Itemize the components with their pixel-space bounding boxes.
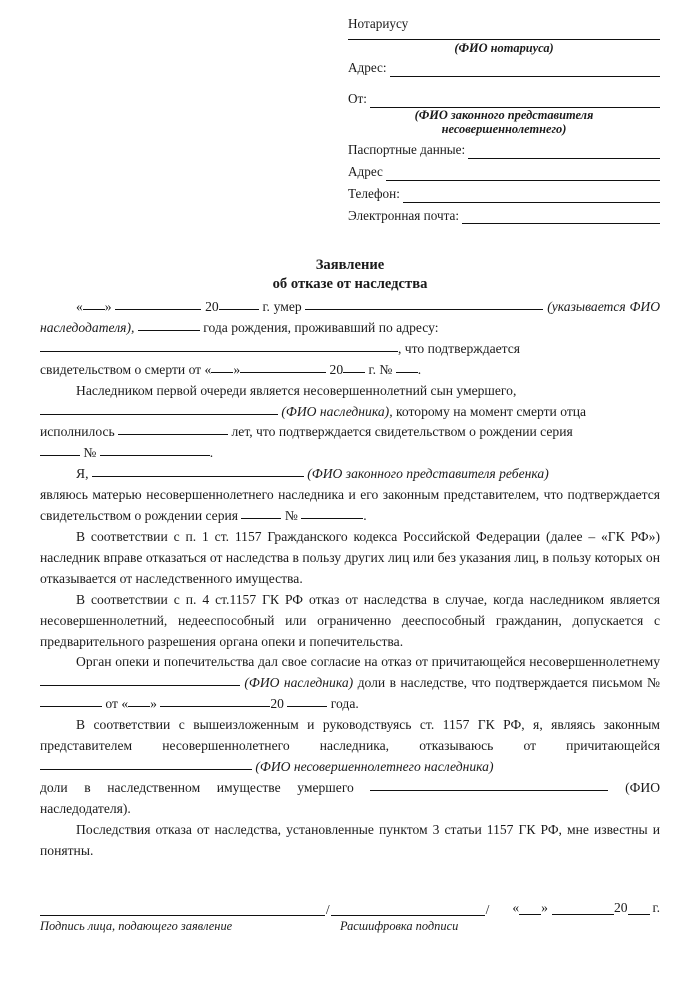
- paragraph-law-p1: В соответствии с п. 1 ст. 1157 Гражданского кодекса Российской Федерации (далее – «ГК РФ») наследник вправе отказаться от наследства в пользу других лиц или без указания лиц, в пользу которых он отказывается от наследственного имущества.: [40, 528, 660, 586]
- paragraph-renunciation: [40, 715, 660, 778]
- paragraph-death-address-line: [40, 339, 660, 360]
- signature-quote-open: «: [512, 900, 520, 915]
- p2-sentence-4: лет, что подтверждается свидетельством о рождении серия: [231, 424, 573, 440]
- p3-rep-name-fill[interactable]: [92, 464, 304, 477]
- p6-quote-open: «: [121, 696, 129, 712]
- phone-fill[interactable]: [403, 190, 660, 203]
- paragraph-death-details: [40, 297, 660, 339]
- p6-sentence-3: от: [105, 696, 118, 712]
- address-label: Адрес: [348, 163, 383, 179]
- representative-hint-line1: (ФИО законного представителя: [414, 108, 594, 123]
- email-row: [348, 208, 660, 225]
- p2-series-fill[interactable]: [40, 443, 80, 456]
- p2-num-sign: №: [83, 445, 97, 461]
- p1-month-fill[interactable]: [115, 297, 201, 310]
- phone-label: Телефон:: [348, 185, 400, 201]
- signature-lines-row: [40, 900, 660, 916]
- p6-sentence-4: года.: [330, 696, 359, 712]
- p1-dc-quote-open: «: [204, 361, 212, 377]
- p2-age-fill[interactable]: [118, 422, 228, 435]
- signature-slash-2: /: [485, 902, 490, 918]
- signature-slash-1: /: [325, 902, 330, 918]
- p6-sentence-1: Орган опеки и попечительства дал свое согласие на отказ от причитающейся несовершеннолетнему: [76, 654, 660, 670]
- p7-testator-hint: (ФИО наследодателя).: [40, 779, 661, 816]
- email-label: Электронная почта:: [348, 207, 460, 223]
- p7-minor-heir-hint: (ФИО несовершеннолетнего наследника): [255, 758, 494, 774]
- signature-month-fill[interactable]: [552, 902, 614, 915]
- p7-sentence-2: доли в наследственном имуществе умершего: [40, 779, 354, 795]
- from-fill[interactable]: [370, 95, 660, 108]
- p6-heir-name-fill[interactable]: [40, 673, 240, 686]
- p1-testator-hint: (указывается ФИО наследодателя),: [40, 299, 661, 335]
- p3-i-am: Я,: [76, 466, 89, 482]
- signature-line[interactable]: [40, 902, 325, 916]
- paragraph-heir-name: [40, 402, 660, 423]
- p1-died: умер: [273, 299, 302, 314]
- p6-year-prefix: 20: [270, 696, 284, 712]
- p6-sentence-2: доли в наследстве, что подтверждается письмом №: [357, 675, 660, 691]
- paragraph-heir-intro: [40, 381, 660, 402]
- paragraph-death-certificate: свидетельством о смерти от « » 20 г. № .: [40, 361, 422, 377]
- email-fill[interactable]: [462, 211, 660, 224]
- passport-row: [348, 142, 660, 159]
- p1-dc-day-fill[interactable]: [211, 360, 233, 373]
- signature-year-fill[interactable]: [628, 902, 650, 915]
- addressee-label: Нотариусу: [348, 16, 409, 31]
- paragraph-heir-age: [40, 422, 660, 443]
- p6-letter-number-fill[interactable]: [40, 694, 102, 707]
- p1-birth-tail: года рождения, проживавший по адресу:: [203, 319, 439, 335]
- p3-num-sign: №: [284, 508, 298, 524]
- p1-dc-year-fill[interactable]: [343, 360, 365, 373]
- p1-dc-month-fill[interactable]: [240, 360, 326, 373]
- p3-sentence-1: являюсь матерью несовершеннолетнего наследника и его законным представителем, что подтверждается свидетельством о рождении серия: [40, 487, 660, 524]
- p3-number-fill[interactable]: [301, 506, 363, 519]
- signature-transcript-line[interactable]: [331, 902, 485, 916]
- p2-cert-number-fill[interactable]: [100, 443, 210, 456]
- notary-address-label: Адрес:: [348, 60, 387, 76]
- p1-dc-quote-close: »: [233, 361, 241, 377]
- paragraph-heir-cert-number: № .: [40, 443, 660, 464]
- from-row: [348, 91, 660, 108]
- address-fill[interactable]: [386, 168, 660, 181]
- signature-block: [40, 900, 660, 934]
- passport-label: Паспортные данные:: [348, 141, 466, 157]
- p6-quote-close: »: [150, 696, 157, 712]
- p2-heir-hint: (ФИО наследника),: [281, 403, 393, 419]
- title-line-1: Заявление: [315, 257, 385, 273]
- p1-dc-number-fill[interactable]: [396, 360, 418, 373]
- passport-fill[interactable]: [468, 146, 660, 159]
- notary-address-row: [348, 60, 660, 77]
- paragraph-guardianship-consent: [40, 652, 660, 715]
- p3-rep-hint: (ФИО законного представителя ребенка): [307, 466, 549, 482]
- paragraph-representative-basis: являюсь матерью несовершеннолетнего наследника и его законным представителем, что подтверждается свидетельством о рождении серия № .: [40, 487, 660, 524]
- signature-day-fill[interactable]: [519, 902, 541, 915]
- document-body: [40, 297, 660, 861]
- notary-address-fill[interactable]: [390, 64, 660, 77]
- signature-g-abbr: г.: [652, 900, 660, 915]
- p6-year-fill[interactable]: [287, 694, 327, 707]
- p1-quote-open: «: [76, 299, 83, 314]
- p1-quote-close: »: [104, 299, 112, 314]
- paragraph-consequences: Последствия отказа от наследства, установленные пунктом 3 статьи 1157 ГК РФ, мне известны и понятны.: [40, 821, 660, 858]
- p7-sentence-1: В соответствии с вышеизложенным и руководствуясь ст. 1157 ГК РФ, я, являясь законным представителем несовершеннолетнего наследника, отказываюсь от причитающейся: [40, 717, 660, 754]
- p1-dc-num-sign: №: [379, 361, 393, 377]
- p7-testator-fill[interactable]: [370, 778, 608, 791]
- p1-dc-year-prefix: 20: [329, 361, 344, 377]
- p6-day-fill[interactable]: [128, 694, 150, 707]
- phone-row: [348, 186, 660, 203]
- signature-date-group: [490, 900, 660, 916]
- p1-death-cert-label: свидетельством о смерти от: [40, 361, 202, 377]
- notary-name-hint: (ФИО нотариуса): [454, 40, 554, 55]
- title-line-2: об отказе от наследства: [272, 275, 428, 292]
- p1-address-fill[interactable]: [40, 339, 398, 352]
- p1-comma-what: , что подтверждается: [398, 340, 521, 356]
- paragraph-representative-declaration: [40, 464, 660, 485]
- signature-captions-row: [40, 919, 660, 934]
- p3-series-fill[interactable]: [241, 506, 281, 519]
- address-row: [348, 164, 660, 181]
- signature-caption: Подпись лица, подающего заявление: [40, 919, 233, 933]
- signature-quote-close: »: [541, 900, 548, 915]
- from-label: От:: [348, 91, 367, 107]
- paragraph-law-p4: В соответствии с п. 4 ст.1157 ГК РФ отказ от наследства в случае, когда наследником является несовершеннолетний, недееспособный или ограниченно дееспособный гражданин, допускается с предварительного разрешения органа опеки и попечительства.: [40, 591, 660, 649]
- signature-transcript-caption: Расшифровка подписи: [340, 919, 459, 933]
- notary-name-rule[interactable]: [348, 39, 660, 40]
- p2-heir-name-fill[interactable]: [40, 402, 278, 415]
- header-spacer: [348, 77, 660, 86]
- p1-g-abbr: г.: [262, 299, 270, 314]
- p1-testator-name-fill[interactable]: [305, 297, 543, 310]
- p7-minor-heir-fill[interactable]: [40, 757, 252, 770]
- p2-sentence-2: которому на момент смерти отца: [396, 403, 587, 419]
- p2-sentence-1: Наследником первой очереди является несовершеннолетний сын умершего,: [76, 382, 517, 398]
- p1-year-prefix: 20: [205, 299, 219, 314]
- p2-sentence-3: исполнилось: [40, 424, 115, 440]
- paragraph-renunciation-estate: [40, 778, 660, 820]
- p1-dc-g: г.: [368, 361, 376, 377]
- representative-hint-line2: несовершеннолетнего): [441, 122, 567, 137]
- p6-month-fill[interactable]: [160, 694, 270, 707]
- p6-heir-hint: (ФИО наследника): [244, 675, 354, 691]
- p1-birth-year-fill[interactable]: [138, 318, 200, 331]
- signature-year-prefix: 20: [613, 900, 628, 915]
- document-title: [40, 256, 660, 294]
- p1-day-fill[interactable]: [83, 297, 105, 310]
- p1-year-fill[interactable]: [219, 297, 259, 310]
- addressee-block: [348, 16, 660, 224]
